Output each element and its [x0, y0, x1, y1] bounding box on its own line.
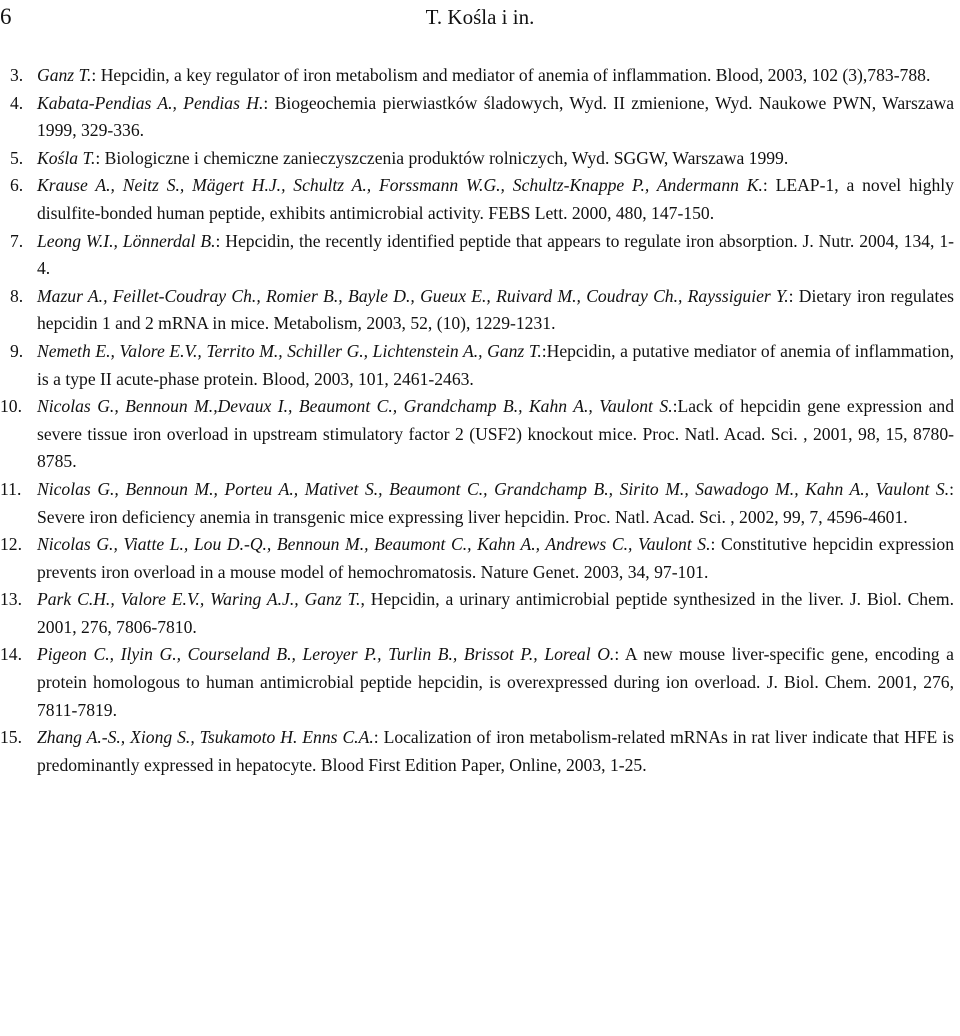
reference-citation: : Hepcidin, a key regulator of iron metabolism and mediator of anemia of inflammation. Blood, 2003, 102 (3),783-788. [91, 65, 931, 85]
reference-number: 4. [10, 92, 24, 113]
reference-citation: :Lack of hepcidin gene expression and severe tissue iron overload in upstream stimulatory factor 2 (USF2) knockout mice. Proc. Natl. Acad. Sci. , 2001, 98, 15, 8780-8785. [37, 396, 954, 472]
reference-number: 9. [10, 340, 24, 361]
reference-item [10, 172, 954, 227]
reference-citation: :Hepcidin, a putative mediator of anemia of inflammation, is a type II acute-phase protein. Blood, 2003, 101, 2461-2463. [37, 340, 954, 389]
reference-number: 12. [0, 534, 22, 555]
reference-item [10, 90, 954, 145]
reference-authors: Krause A., Neitz S., Mägert H.J., Schultz A., Forssmann W.G., Schultz-Knappe P., Andermann K. [37, 175, 763, 196]
reference-number: 8. [10, 285, 24, 306]
reference-citation: : Constitutive hepcidin expression prevents iron overload in a mouse model of hemochromatosis. Nature Genet. 2003, 34, 97-101. [37, 534, 954, 582]
reference-number: 15. [0, 727, 22, 748]
reference-number: 6. [10, 175, 24, 196]
reference-item [0, 641, 954, 724]
reference-authors: Pigeon C., Ilyin G., Courseland B., Leroyer P., Turlin B., Brissot P., Loreal O. [37, 644, 615, 665]
reference-item [0, 531, 954, 586]
reference-authors: Nicolas G., Viatte L., Lou D.-Q., Bennoun M., Beaumont C., Kahn A., Andrews C., Vaulont S. [37, 534, 711, 555]
reference-authors: Leong W.I., Lönnerdal B. [37, 230, 216, 251]
reference-item [0, 724, 954, 779]
reference-authors: Nemeth E., Valore E.V., Territo M., Schiller G., Lichtenstein A., Ganz T. [37, 340, 542, 361]
reference-citation: : LEAP-1, a novel highly disulfite-bonded human peptide, exhibits antimicrobial activity. FEBS Lett. 2000, 480, 147-150. [37, 175, 954, 223]
page-number: 6 [0, 4, 12, 29]
reference-citation: : Severe iron deficiency anemia in transgenic mice expressing liver hepcidin. Proc. Natl. Acad. Sci. , 2002, 99, 7, 4596-4601. [37, 478, 954, 527]
reference-number: 5. [10, 147, 24, 168]
reference-authors: Nicolas G., Bennoun M.,Devaux I., Beaumont C., Grandchamp B., Kahn A., Vaulont S. [37, 396, 673, 417]
reference-item [10, 338, 954, 393]
reference-authors: Kośla T. [37, 147, 96, 168]
reference-citation: : Hepcidin, the recently identified peptide that appears to regulate iron absorption. J. Nutr. 2004, 134, 1-4. [37, 230, 954, 279]
reference-authors: Park C.H., Valore E.V., Waring A.J., Ganz T. [37, 589, 361, 610]
reference-item [10, 62, 954, 90]
reference-item [10, 228, 954, 283]
reference-citation: , Hepcidin, a urinary antimicrobial peptide synthesized in the liver. J. Biol. Chem. 2001, 276, 7806-7810. [37, 589, 954, 637]
reference-citation: : Biologiczne i chemiczne zanieczyszczenia produktów rolniczych, Wyd. SGGW, Warszawa 1999. [95, 147, 789, 168]
reference-citation: : Localization of iron metabolism-related mRNAs in rat liver indicate that HFE is predominantly expressed in hepatocyte. Blood First Edition Paper, Online, 2003, 1-25. [37, 727, 954, 775]
reference-citation: : Biogeochemia pierwiastków śladowych, Wyd. II zmienione, Wyd. Naukowe PWN, Warszawa 1999, 329-336. [37, 92, 954, 141]
reference-item [0, 476, 954, 531]
reference-citation: : A new mouse liver-specific gene, encoding a protein homologous to human antimicrobial peptide hepcidin, is overexpressed during ion overload. J. Biol. Chem. 2001, 276, 7811-7819. [37, 644, 954, 720]
reference-number: 7. [10, 230, 24, 251]
reference-authors: Zhang A.-S., Xiong S., Tsukamoto H. Enns C.A. [37, 727, 374, 748]
reference-citation: : Dietary iron regulates hepcidin 1 and 2 mRNA in mice. Metabolism, 2003, 52, (10), 1229-1231. [37, 285, 954, 334]
reference-item [10, 283, 954, 338]
reference-number: 3. [10, 65, 24, 85]
reference-authors: Mazur A., Feillet-Coudray Ch., Romier B., Bayle D., Gueux E., Ruivard M., Coudray Ch., Rayssiguier Y. [37, 285, 789, 306]
reference-item [0, 586, 954, 641]
reference-number: 14. [0, 644, 22, 665]
reference-authors: Ganz T. [37, 65, 92, 85]
reference-item [0, 393, 954, 476]
reference-number: 13. [0, 589, 22, 610]
running-head: T. Kośla i in. [425, 5, 535, 29]
reference-number: 11. [0, 478, 22, 499]
reference-item [10, 145, 954, 173]
reference-number: 10. [0, 396, 22, 417]
reference-authors: Nicolas G., Bennoun M., Porteu A., Mativet S., Beaumont C., Grandchamp B., Sirito M., Sawadogo M., Kahn A., Vaulont S. [37, 478, 950, 499]
reference-authors: Kabata-Pendias A., Pendias H. [37, 92, 264, 113]
reference-list [0, 62, 954, 779]
